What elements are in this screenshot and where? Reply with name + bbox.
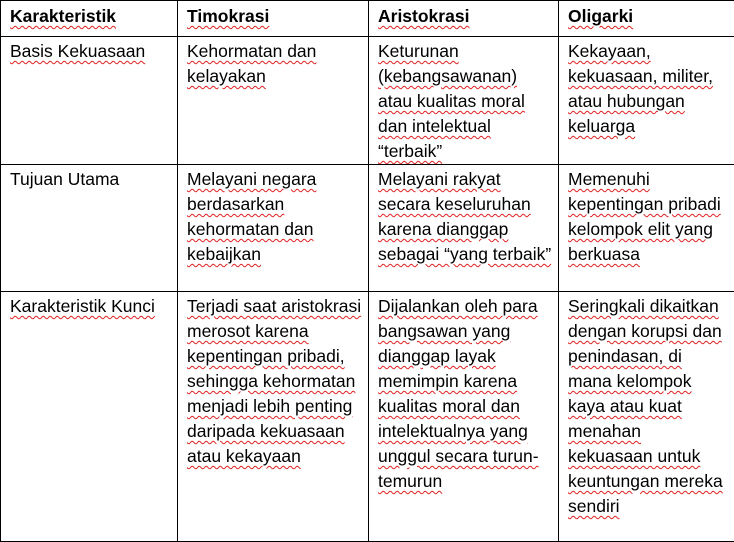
header-timokrasi: Timokrasi [178, 1, 369, 37]
header-karakteristik: Karakteristik [1, 1, 178, 37]
cell-aristokrasi: Melayani rakyat secara keseluruhan karena dianggap sebagai “yang terbaik” [369, 165, 559, 292]
row-label: Karakteristik Kunci [1, 292, 178, 542]
cell-timokrasi: Melayani negara berdasarkan kehormatan dan kebaijkan [178, 165, 369, 292]
cell-aristokrasi: Keturunan (kebangsawanan) atau kualitas moral dan intelektual “terbaik” [369, 37, 559, 165]
row-label: Tujuan Utama [1, 165, 178, 292]
row-label: Basis Kekuasaan [1, 37, 178, 165]
cell-oligarki: Kekayaan, kekuasaan, militer, atau hubungan keluarga [559, 37, 734, 165]
table-row [1, 37, 734, 165]
cell-aristokrasi: Dijalankan oleh para bangsawan yang dianggap layak memimpin karena kualitas moral dan intelektualnya yang unggul secara turun-temurun [369, 292, 559, 542]
cell-timokrasi: Kehormatan dan kelayakan [178, 37, 369, 165]
header-row [1, 1, 734, 37]
cell-oligarki: Memenuhi kepentingan pribadi kelompok elit yang berkuasa [559, 165, 734, 292]
table-row [1, 165, 734, 292]
table-row [1, 292, 734, 542]
cell-timokrasi: Terjadi saat aristokrasi merosot karena kepentingan pribadi, sehingga kehormatan menjadi lebih penting daripada kekuasaan atau kekayaan [178, 292, 369, 542]
header-oligarki: Oligarki [559, 1, 734, 37]
cell-oligarki: Seringkali dikaitkan dengan korupsi dan penindasan, di mana kelompok kaya atau kuat menahan kekuasaan untuk keuntungan mereka sendiri [559, 292, 734, 542]
header-aristokrasi: Aristokrasi [369, 1, 559, 37]
